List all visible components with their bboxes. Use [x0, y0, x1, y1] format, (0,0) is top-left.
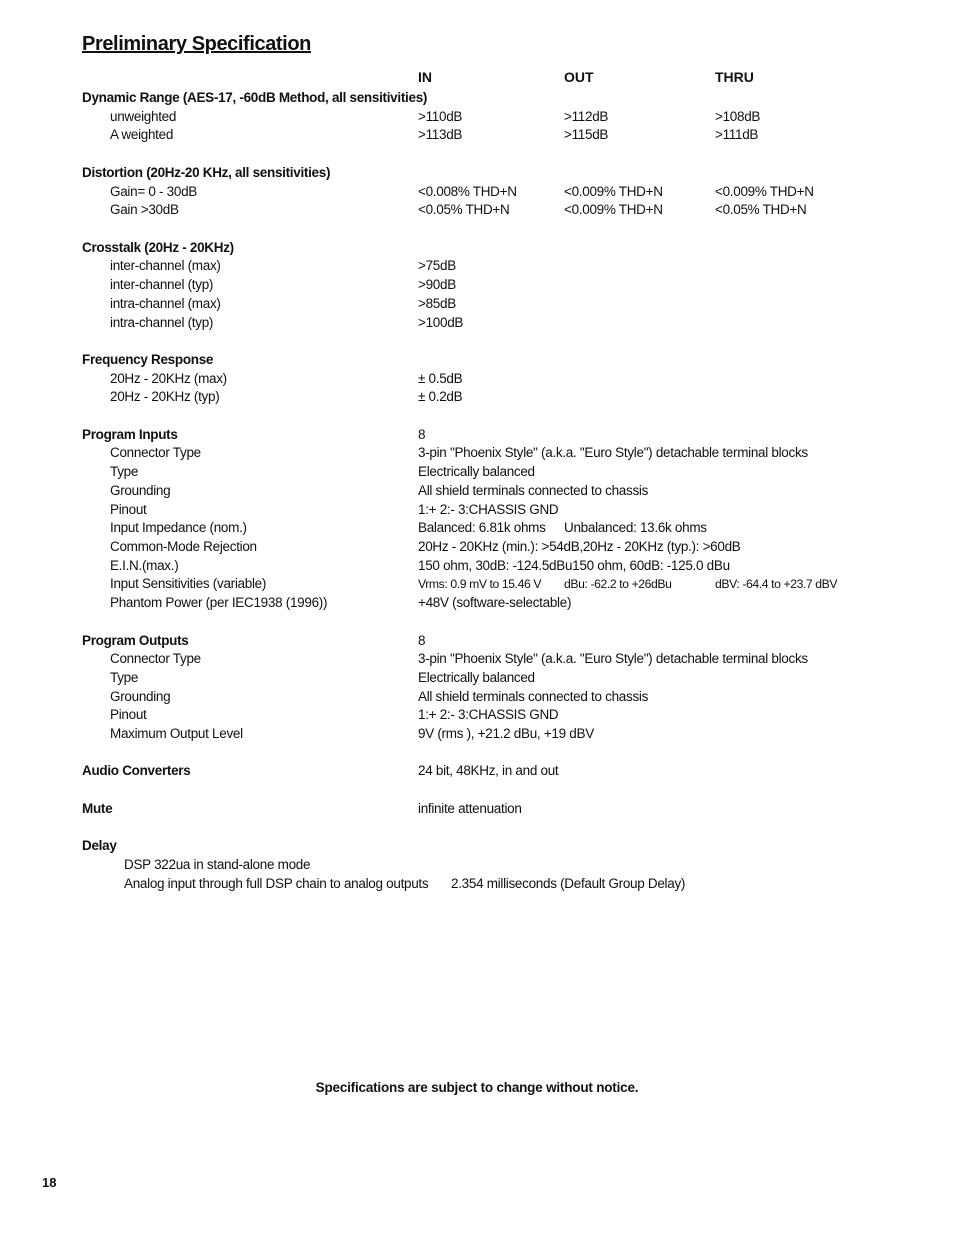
section-heading: Frequency Response	[82, 352, 214, 367]
spec-row	[0, 201, 954, 219]
spec-label: Type	[110, 670, 139, 685]
spec-value: All shield terminals connected to chassis	[418, 483, 649, 498]
spec-value-count: 8	[418, 427, 426, 442]
section-heading: Mute	[82, 801, 113, 816]
spec-value: >100dB	[418, 315, 464, 330]
spec-value-in: <0.05% THD+N	[418, 202, 510, 217]
spec-value: 1:+ 2:- 3:CHASSIS GND	[418, 502, 559, 517]
section-frequency-response	[0, 351, 954, 369]
spec-label: intra-channel (typ)	[110, 315, 214, 330]
section-heading: Delay	[82, 838, 117, 853]
spec-label: Gain >30dB	[110, 202, 179, 217]
section-heading: Distortion (20Hz-20 KHz, all sensitivities)	[82, 165, 331, 180]
spec-value: 3-pin "Phoenix Style" (a.k.a. "Euro Style") detachable terminal blocks	[418, 445, 808, 460]
column-header-out: OUT	[564, 69, 594, 85]
spec-row	[0, 538, 954, 556]
spec-label: inter-channel (typ)	[110, 277, 214, 292]
spec-label: 20Hz - 20KHz (max)	[110, 371, 227, 386]
page-number: 18	[42, 1175, 57, 1190]
spec-value-unbalanced: Unbalanced: 13.6k ohms	[564, 520, 707, 535]
spec-label: 20Hz - 20KHz (typ)	[110, 389, 220, 404]
column-header-in: IN	[418, 69, 432, 85]
spec-value-thru: >108dB	[715, 109, 761, 124]
spec-value-out: <0.009% THD+N	[564, 184, 663, 199]
spec-label: Grounding	[110, 689, 171, 704]
spec-label: Phantom Power (per IEC1938 (1996))	[110, 595, 328, 610]
spec-value: +48V (software-selectable)	[418, 595, 572, 610]
spec-row	[0, 725, 954, 743]
spec-value-thru: <0.009% THD+N	[715, 184, 814, 199]
spec-label: Connector Type	[110, 651, 201, 666]
spec-value: All shield terminals connected to chassis	[418, 689, 649, 704]
spec-label: Input Impedance (nom.)	[110, 520, 247, 535]
spec-row	[0, 108, 954, 126]
spec-label: Pinout	[110, 707, 147, 722]
spec-label: Grounding	[110, 483, 171, 498]
spec-label: Gain= 0 - 30dB	[110, 184, 197, 199]
spec-label: Analog input through full DSP chain to analog outputs	[124, 876, 429, 891]
spec-value-balanced: Balanced: 6.81k ohms	[418, 520, 546, 535]
spec-label: Common-Mode Rejection	[110, 539, 257, 554]
spec-row	[0, 482, 954, 500]
spec-label: Pinout	[110, 502, 147, 517]
spec-value: >85dB	[418, 296, 456, 311]
spec-value-out: >115dB	[564, 127, 609, 142]
spec-value: 24 bit, 48KHz, in and out	[418, 763, 559, 778]
spec-value-in: <0.008% THD+N	[418, 184, 517, 199]
spec-label: Maximum Output Level	[110, 726, 243, 741]
spec-row	[0, 669, 954, 687]
spec-row	[0, 875, 954, 893]
section-heading: Program Inputs	[82, 427, 178, 442]
spec-row	[0, 557, 954, 575]
section-dynamic-range	[0, 89, 954, 107]
spec-value-out: >112dB	[564, 109, 609, 124]
spec-row	[0, 856, 954, 874]
spec-value: Electrically balanced	[418, 464, 535, 479]
spec-value-out: <0.009% THD+N	[564, 202, 663, 217]
spec-value: >75dB	[418, 258, 456, 273]
spec-row	[0, 295, 954, 313]
spec-row	[0, 314, 954, 332]
section-distortion	[0, 164, 954, 182]
spec-row	[0, 688, 954, 706]
section-heading: Dynamic Range (AES-17, -60dB Method, all sensitivities)	[82, 90, 428, 105]
spec-value: Electrically balanced	[418, 670, 535, 685]
spec-label: DSP 322ua in stand-alone mode	[124, 857, 311, 872]
spec-label: E.I.N.(max.)	[110, 558, 179, 573]
spec-label: inter-channel (max)	[110, 258, 221, 273]
spec-row	[0, 575, 954, 593]
spec-label: A weighted	[110, 127, 174, 142]
spec-value-vrms: Vrms: 0.9 mV to 15.46 V	[418, 577, 542, 591]
spec-row	[0, 594, 954, 612]
spec-row	[0, 519, 954, 537]
section-mute	[0, 800, 954, 818]
spec-row	[0, 388, 954, 406]
spec-value: 3-pin "Phoenix Style" (a.k.a. "Euro Style") detachable terminal blocks	[418, 651, 808, 666]
spec-row	[0, 706, 954, 724]
spec-value-in: >110dB	[418, 109, 463, 124]
spec-value-dbv: dBV: -64.4 to +23.7 dBV	[715, 577, 838, 591]
spec-value-dbu: dBu: -62.2 to +26dBu	[564, 577, 672, 591]
spec-label: Input Sensitivities (variable)	[110, 576, 267, 591]
spec-value: ± 0.5dB	[418, 371, 463, 386]
spec-value: 20Hz - 20KHz (min.): >54dB,20Hz - 20KHz (typ.): >60dB	[418, 539, 741, 554]
section-crosstalk	[0, 239, 954, 257]
spec-value: 2.354 milliseconds (Default Group Delay)	[451, 876, 686, 891]
section-program-inputs	[0, 426, 954, 444]
section-program-outputs	[0, 632, 954, 650]
spec-row	[0, 444, 954, 462]
spec-value-count: 8	[418, 633, 426, 648]
spec-row	[0, 183, 954, 201]
footer-note: Specifications are subject to change without notice.	[315, 1080, 639, 1095]
spec-label: Type	[110, 464, 139, 479]
section-delay	[0, 837, 954, 855]
section-heading: Audio Converters	[82, 763, 191, 778]
spec-row	[0, 650, 954, 668]
page-title: Preliminary Specification	[82, 33, 311, 55]
spec-row	[0, 463, 954, 481]
spec-value-in: >113dB	[418, 127, 463, 142]
spec-value: 150 ohm, 30dB: -124.5dBu150 ohm, 60dB: -125.0 dBu	[418, 558, 730, 573]
spec-value: >90dB	[418, 277, 456, 292]
spec-row	[0, 276, 954, 294]
spec-label: unweighted	[110, 109, 177, 124]
spec-label: Connector Type	[110, 445, 201, 460]
spec-value: 9V (rms ), +21.2 dBu, +19 dBV	[418, 726, 594, 741]
section-audio-converters	[0, 762, 954, 780]
spec-value: ± 0.2dB	[418, 389, 463, 404]
section-heading: Program Outputs	[82, 633, 189, 648]
spec-row	[0, 370, 954, 388]
spec-row	[0, 257, 954, 275]
spec-value: infinite attenuation	[418, 801, 522, 816]
spec-value: 1:+ 2:- 3:CHASSIS GND	[418, 707, 559, 722]
section-heading: Crosstalk (20Hz - 20KHz)	[82, 240, 234, 255]
spec-row	[0, 501, 954, 519]
spec-label: intra-channel (max)	[110, 296, 221, 311]
spec-row	[0, 126, 954, 144]
spec-value-thru: <0.05% THD+N	[715, 202, 807, 217]
column-header-thru: THRU	[715, 69, 754, 85]
spec-value-thru: >111dB	[715, 127, 759, 142]
